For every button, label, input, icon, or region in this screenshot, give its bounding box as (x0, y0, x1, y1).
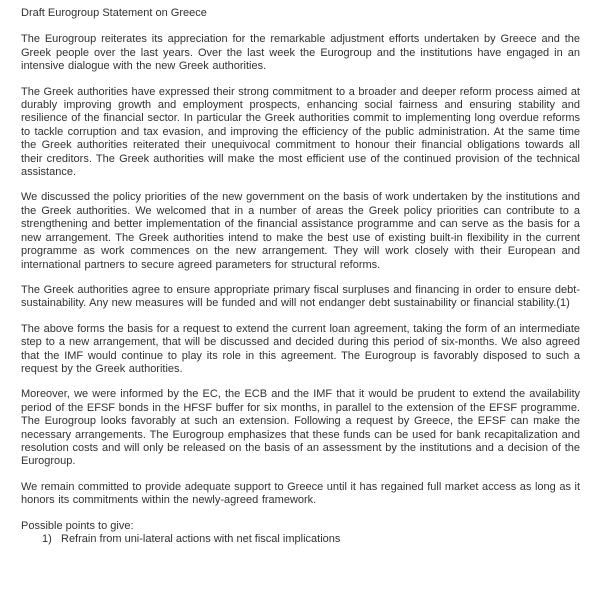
document-title: Draft Eurogroup Statement on Greece (21, 7, 207, 19)
paragraph-appreciation: The Eurogroup reiterates its appreciation for the remarkable adjustment efforts undertaken by Greece and the Greek people over the last years. Over the last week the Eurogroup and the institutions have engaged in an intensive dialogue with the new Greek authorities. (21, 33, 580, 73)
list-item-number: 1) (42, 533, 52, 545)
paragraph-efsf-bonds: Moreover, we were informed by the EC, the ECB and the IMF that it would be prudent to extend the availability period of the EFSF bonds in the HFSF buffer for six months, in parallel to the extension of the EFSF programme. The Eurogroup looks favorably at such an extension. Following a request by Greece, the EFSF can make the necessary arrangements. The Eurogroup emphasizes that these funds can be used for bank recapitalization and resolution costs and will only be released on the basis of an assessment by the institutions and a decision of the Eurogroup. (21, 388, 580, 468)
paragraph-reform-commitment: The Greek authorities have expressed their strong commitment to a broader and deeper reform process aimed at durably improving growth and employment prospects, enhancing social fairness and ensuring stability and resilience of the financial sector. In particular the Greek authorities commit to implementing long overdue reforms to tackle corruption and tax evasion, and improving the efficiency of the public administration. At the same time the Greek authorities reiterated their unequivocal commitment to honour their financial obligations towards all their creditors. The Greek authorities will make the most efficient use of the continued provision of the technical assistance. (21, 85, 580, 179)
paragraph-continued-support: We remain committed to provide adequate support to Greece until it has regained full market access as long as it honors its commitments within the newly-agreed framework. (21, 480, 580, 507)
paragraph-policy-priorities: We discussed the policy priorities of the new government on the basis of work undertaken by the institutions and the Greek authorities. We welcomed that in a number of areas the Greek policy priorities can contribute to a strengthening and better implementation of the financial assistance programme and can serve as the basis for a new arrangement. The Greek authorities intend to make the best use of existing built-in flexibility in the current programme as work commences on the new arrangement. They will work closely with their European and international partners to secure agreed parameters for structural reforms. (21, 191, 580, 271)
paragraph-fiscal-surpluses: The Greek authorities agree to ensure appropriate primary fiscal surpluses and financing in order to ensure debt-sustainability. Any new measures will be funded and will not endanger debt sustainability or financial stability.(1) (21, 283, 580, 310)
points-header: Possible points to give: (21, 519, 134, 532)
list-item (21, 533, 580, 546)
paragraph-loan-extension: The above forms the basis for a request to extend the current loan agreement, taking the form of an intermediate step to a new arrangement, that will be discussed and decided during this period of six-months. We also agreed that the IMF would continue to play its role in this agreement. The Eurogroup is favorably disposed to such a request by the Greek authorities. (21, 322, 580, 375)
list-item-text: Refrain from uni-lateral actions with net fiscal implications (61, 533, 341, 545)
